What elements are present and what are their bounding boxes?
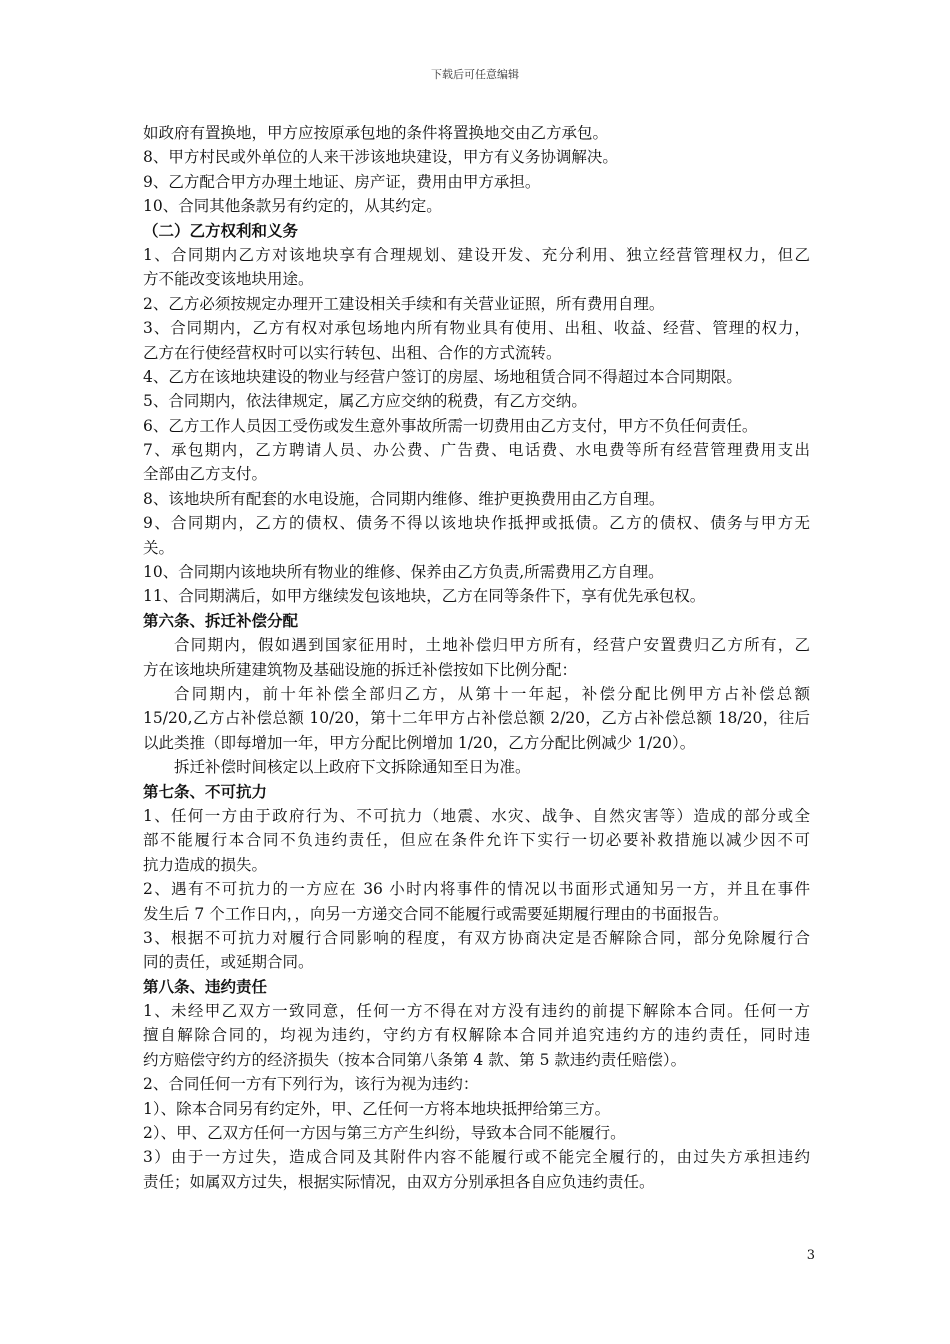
text-line: 关。 xyxy=(143,538,175,557)
page-number: 3 xyxy=(806,1248,815,1263)
article-heading: 第七条、不可抗力 xyxy=(143,781,268,801)
text-line: 如政府有置换地，甲方应按原承包地的条件将置换地交由乙方承包。 xyxy=(143,124,609,142)
text-line: 擅自解除合同的，均视为违约，守约方有权解除本合同并追究违约方的违约责任，同时违 xyxy=(143,1026,810,1045)
text-line: 方不能改变该地块用途。 xyxy=(143,270,314,289)
text-line: 1、任何一方由于政府行为、不可抗力（地震、水灾、战争、自然灾害等）造成的部分或全 xyxy=(143,806,810,825)
text-line: 部不能履行本合同不负违约责任，但应在条件允许下实行一切必要补救措施以减少因不可 xyxy=(143,831,810,850)
text-line: 约方赔偿守约方的经济损失（按本合同第八条第 4 款、第 5 款违约责任赔偿）。 xyxy=(143,1050,687,1069)
text-line: 6、乙方工作人员因工受伤或发生意外事故所需一切费用由乙方支付，甲方不负任何责任。 xyxy=(143,416,758,435)
text-line: 同的责任，或延期合同。 xyxy=(143,953,314,972)
text-line: 全部由乙方支付。 xyxy=(143,465,268,484)
document-body xyxy=(143,121,810,1194)
article-heading: 第八条、违约责任 xyxy=(143,976,268,996)
text-line: 以此类推（即每增加一年，甲方分配比例增加 1/20，乙方分配比例减少 1/20）。 xyxy=(143,733,696,752)
text-line: 8、甲方村民或外单位的人来干涉该地块建设，甲方有义务协调解决。 xyxy=(143,148,618,167)
text-line: 方在该地块所建建筑物及基础设施的拆迁补偿按如下比例分配： xyxy=(143,660,578,679)
text-line: 10、合同其他条款另有约定的，从其约定。 xyxy=(143,197,442,216)
text-line: 8、该地块所有配套的水电设施，合同期内维修、维护更换费用由乙方自理。 xyxy=(143,489,665,508)
text-line: 2、合同任何一方有下列行为，该行为视为违约： xyxy=(143,1075,479,1094)
text-line: 4、乙方在该地块建设的物业与经营户签订的房屋、场地租赁合同不得超过本合同期限。 xyxy=(143,367,742,386)
text-line: 3、根据不可抗力对履行合同影响的程度，有双方协商决定是否解除合同，部分免除履行合 xyxy=(143,928,810,947)
text-line: 7、承包期内，乙方聘请人员、办公费、广告费、电话费、水电费等所有经营管理费用支出 xyxy=(143,441,810,460)
text-line: 1）、除本合同另有约定外，甲、乙任何一方将本地块抵押给第三方。 xyxy=(143,1099,611,1118)
article-heading: 第六条、拆迁补偿分配 xyxy=(143,610,299,630)
text-line: 发生后 7 个工作日内，，向另一方递交合同不能履行或需要延期履行理由的书面报告。 xyxy=(143,904,729,923)
text-line: 拆迁补偿时间核定以上政府下文拆除通知至日为准。 xyxy=(174,758,531,777)
text-line: 15/20,乙方占补偿总额 10/20，第十二年甲方占补偿总额 2/20，乙方占补偿总额 18/20，往后 xyxy=(143,709,810,728)
text-line: 抗力造成的损失。 xyxy=(143,855,268,874)
text-line: 乙方在行使经营权时可以实行转包、出租、合作的方式流转。 xyxy=(143,343,562,362)
text-line: 责任；如属双方过失，根据实际情况，由双方分别承担各自应负违约责任。 xyxy=(143,1172,655,1191)
text-line: 9、乙方配合甲方办理土地证、房产证，费用由甲方承担。 xyxy=(143,172,541,191)
text-line: 1、未经甲乙双方一致同意，任何一方不得在对方没有违约的前提下解除本合同。任何一方 xyxy=(143,1002,810,1021)
text-line: 3）由于一方过失，造成合同及其附件内容不能履行或不能完全履行的，由过失方承担违约 xyxy=(143,1148,810,1167)
text-line: 9、合同期内，乙方的债权、债务不得以该地块作抵押或抵债。乙方的债权、债务与甲方无 xyxy=(143,514,810,533)
page-header: 下载后可任意编辑 xyxy=(431,68,519,81)
text-line: 2、遇有不可抗力的一方应在 36 小时内将事件的情况以书面形式通知另一方，并且在事件 xyxy=(143,880,810,899)
text-line: 1、合同期内乙方对该地块享有合理规划、建设开发、充分利用、独立经营管理权力，但乙 xyxy=(143,245,810,264)
text-line: 11、合同期满后，如甲方继续发包该地块，乙方在同等条件下，享有优先承包权。 xyxy=(143,587,706,606)
text-line: 10、合同期内该地块所有物业的维修、保养由乙方负责,所需费用乙方自理。 xyxy=(143,563,664,582)
text-line: 合同期内，前十年补偿全部归乙方，从第十一年起，补偿分配比例甲方占补偿总额 xyxy=(174,684,810,703)
section-heading: （二）乙方权利和义务 xyxy=(143,220,299,240)
text-line: 2、乙方必须按规定办理开工建设相关手续和有关营业证照，所有费用自理。 xyxy=(143,294,665,313)
text-line: 3、合同期内，乙方有权对承包场地内所有物业具有使用、出租、收益、经营、管理的权力， xyxy=(143,319,810,338)
text-line: 5、合同期内，依法律规定，属乙方应交纳的税费，有乙方交纳。 xyxy=(143,392,587,411)
text-line: 合同期内，假如遇到国家征用时，土地补偿归甲方所有，经营户安置费归乙方所有，乙 xyxy=(174,636,810,655)
text-line: 2）、甲、乙双方任何一方因与第三方产生纠纷，导致本合同不能履行。 xyxy=(143,1124,626,1143)
